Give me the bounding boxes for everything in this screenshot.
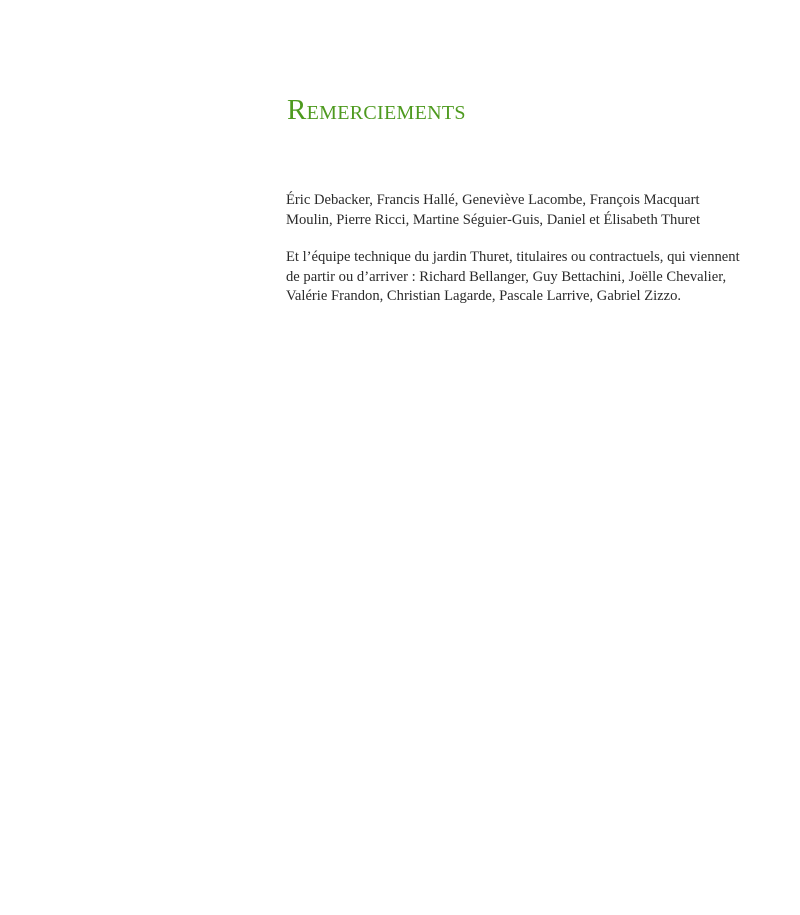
acknowledgements-body: [286, 191, 748, 307]
technical-team-paragraph: Et l’équipe technique du jardin Thuret, titulaires ou contractuels, qui viennent de partir ou d’arriver : Richard Bellanger, Guy Bettachini, Joëlle Chevalier, Valérie Frandon, Christian Lagarde, Pascale Larrive, Gabriel Zizzo.: [286, 249, 740, 304]
page-title: Remerciements: [287, 94, 466, 126]
acknowledgements-names-paragraph: Éric Debacker, Francis Hallé, Geneviève Lacombe, François Macquart Moulin, Pierre Ricci, Martine Séguier-Guis, Daniel et Élisabeth Thuret: [286, 192, 701, 228]
